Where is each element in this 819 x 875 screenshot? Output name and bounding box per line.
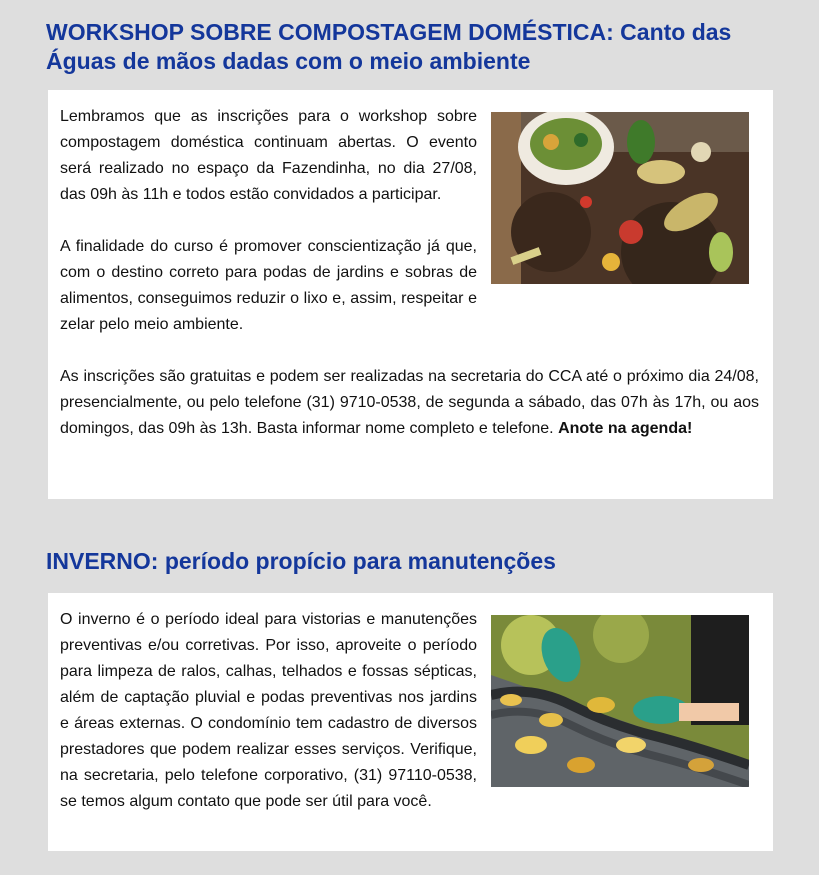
gutter-illustration xyxy=(491,615,749,787)
article-paragraph xyxy=(60,364,759,442)
article-card-workshop xyxy=(48,90,773,499)
article-paragraph: A finalidade do curso é promover conscientização já que, com o destino correto para podas de jardins e sobras de alimentos, conseguimos reduzir o lixo e, assim, respeitar e zelar pelo meio ambiente. xyxy=(60,238,477,333)
article-paragraph: Lembramos que as inscrições para o workshop sobre compostagem doméstica continuam abertas. O evento será realizado no espaço da Fazendinha, no dia 27/08, das 09h às 11h e todos estão convidados a participar. xyxy=(60,108,477,203)
article-card-inverno xyxy=(48,593,773,851)
article-title-inverno: INVERNO: período propício para manutenções xyxy=(46,548,556,574)
compost-photo xyxy=(491,112,749,284)
paragraph-text: As inscrições são gratuitas e podem ser realizadas na secretaria do CCA até o próximo dia 24/08, presencialmente, ou pelo telefone (31) 9710-0538, de segunda a sábado, das 07h às 17h, ou aos domingos, das 09h às 13h. Basta informar nome completo e telefone. xyxy=(60,368,759,437)
article-paragraph: O inverno é o período ideal para vistorias e manutenções preventivas e/ou corretivas. Por isso, aproveite o período para limpeza de ralos, calhas, telhados e fossas sépticas, além de captação pluvial e podas preventivas nos jardins e áreas externas. O condomínio tem cadastro de diversos prestadores que podem realizar esses serviços. Verifique, na secretaria, pelo telefone corporativo, (31) 97110-0538, se temos algum contato que pode ser útil para você. xyxy=(60,611,477,810)
closing-note: Anote na agenda! xyxy=(558,420,693,437)
compost-illustration xyxy=(491,112,749,284)
article-title-workshop: WORKSHOP SOBRE COMPOSTAGEM DOMÉSTICA: Canto das Águas de mãos dadas com o meio ambiente xyxy=(46,19,732,74)
gutter-cleaning-photo xyxy=(491,615,749,787)
